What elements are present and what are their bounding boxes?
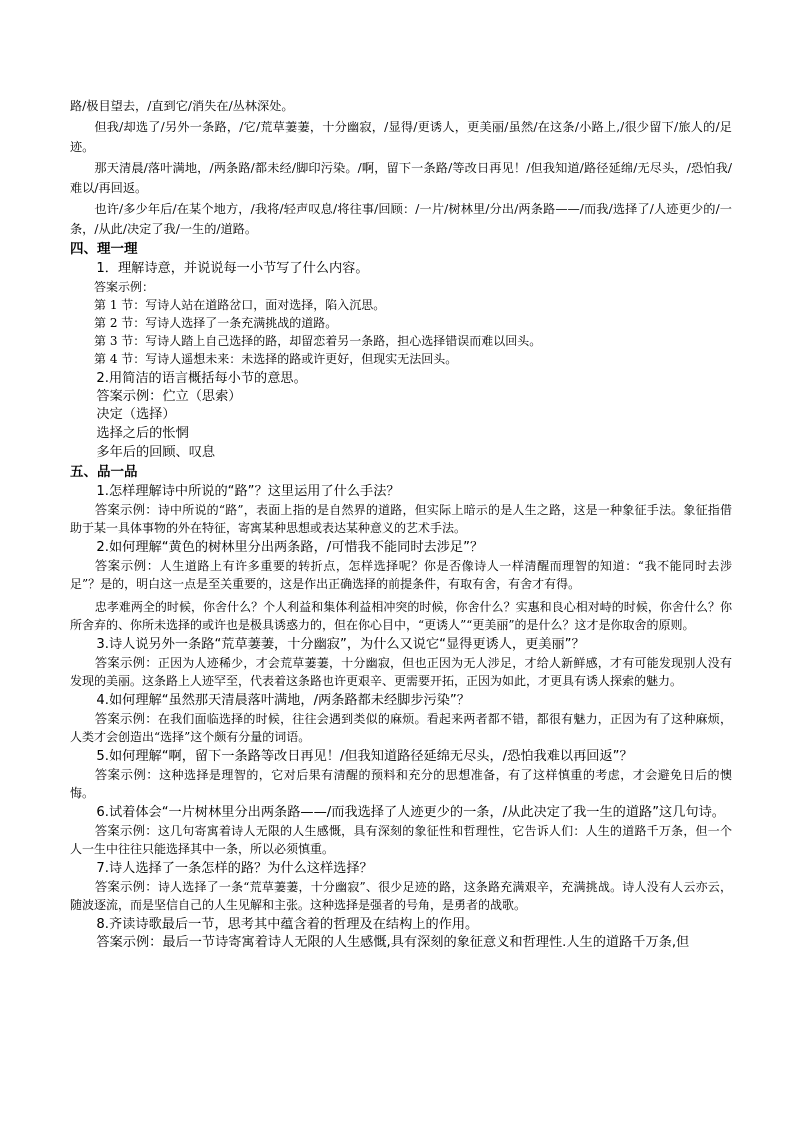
answer-label: 答案示例： [94, 501, 158, 517]
section-5-answer-2 [70, 557, 732, 594]
section-4-answer-2-line-2: 决定（选择） [96, 407, 176, 423]
section-5-question-3: 3.诗人说另外一条路“荒草萋萋，十分幽寂”，为什么又说它“显得更诱人，更美丽”？ [96, 636, 585, 652]
answer-label: 答案示例： [94, 557, 160, 573]
poem-stanza-3: 那天清晨/落叶满地，/两条路/都未经/脚印污染。/啊，留下一条路/等改日再见！/但我知道/路径延绵/无尽头，/恐怕我/难以/再回返。 [70, 160, 732, 195]
answer-label: 答案示例： [94, 878, 158, 894]
section-5-answer-8 [70, 934, 732, 953]
section-4-answer-1-line-4: 第 4 节：写诗人遥想未来：未选择的路或许更好，但现实无法回头。 [94, 352, 458, 367]
section-4-answer-2-line-3: 选择之后的怅惘 [96, 426, 189, 442]
answer-text: 人生道路上有许多重要的转折点，怎样选择呢？你是否像诗人一样清醒而理智的知道：“我不能同时去涉足”？是的，明白这一点是至关重要的，这是作出正确选择的前提条件，有取有舍，有舍才有得。 [70, 558, 733, 592]
answer-text: 在我们面临选择的时候，往往会遇到类似的麻烦。看起来两者都不错，都很有魅力，正因为有了这种麻烦，人类才会创造出“选择”这个颇有分量的词语。 [70, 711, 732, 745]
answer-label: 答案示例： [94, 766, 160, 782]
answer-text: 最后一节诗寄寓着诗人无限的人生感慨,具有深刻的象征意义和哲理性.人生的道路千万条,但 [162, 934, 690, 950]
answer-text: 诗中所说的“路”，表面上指的是自然界的道路，但实际上暗示的是人生之路，这是一种象征手法。象征指借助于某一具体事物的外在特征，寄寓某种思想或表达某种意义的艺术手法。 [70, 502, 733, 536]
section-4-answer-1-line-3: 第 3 节：写诗人踏上自己选择的路，却留恋着另一条路，担心选择错误而难以回头。 [94, 334, 542, 349]
section-5-question-6: 6.试着体会“一片树林里分出两条路——/而我选择了人迹更少的一条，/从此决定了我一生的道路”这几句诗。 [96, 804, 725, 820]
answer-text-continued: 忠孝难两全的时候，你舍什么？个人利益和集体利益相冲突的时候，你舍什么？实惠和良心相对峙的时候，你舍什么？你所舍弃的、你所未选择的或许也是极具诱惑力的，但在你心目中，“更诱人”“更美丽”的是什么？这才是你取舍的原则。 [70, 599, 732, 633]
section-5-answer-3 [70, 654, 732, 691]
section-4-answer-1-line-1: 第 1 节：写诗人站在道路岔口，面对选择，陷入沉思。 [94, 297, 386, 312]
section-5-answer-5 [70, 766, 732, 803]
section-4-question-2: 2.用简洁的语言概括每小节的意思。 [96, 370, 307, 386]
section-5-answer-2-continued [70, 598, 732, 635]
section-5-answer-1 [70, 501, 732, 538]
poem-line-0: 路/极目望去，/直到它/消失在/丛林深处。 [70, 99, 294, 113]
section-4-question-1: 1．理解诗意，并说说每一小节写了什么内容。 [96, 260, 369, 276]
answer-label: 答案示例： [94, 822, 158, 838]
answer-text: 这种选择是理智的，它对后果有清醒的预料和充分的思想准备，有了这样慎重的考虑，才会避免日后的懊悔。 [70, 767, 732, 801]
answer-label: 答案示例： [94, 654, 158, 670]
section-5-question-5: 5.如何理解“啊，留下一条路等改日再见！/但我知道路径延绵无尽头，/恐怕我难以再回返”？ [96, 748, 633, 764]
section-5-answer-6 [70, 822, 732, 859]
answer-text: 伫立（思索） [162, 388, 242, 404]
section-5-title: 五、品一品 [70, 463, 138, 480]
section-5-question-8: 8.齐读诗歌最后一节，思考其中蕴含着的哲理及在结构上的作用。 [96, 916, 479, 932]
section-4-answer-1-label: 答案示例： [94, 279, 155, 294]
answer-text: 正因为人迹稀少，才会荒草萋萋，十分幽寂，但也正因为无人涉足，才给人新鲜感，才有可能发现别人没有发现的美丽。这条路上人迹罕至，代表着这条路也许更艰辛、更需要开拓，正因为如此，才更具有诱人探索的魅力。 [70, 655, 732, 689]
document-page [70, 96, 732, 953]
section-4-answer-1-line-2: 第 2 节：写诗人选择了一条充满挑战的道路。 [94, 315, 338, 330]
poem-stanza-4: 也许/多少年后/在某个地方，/我将/轻声叹息/将往事/回顾：/一片/树林里/分出/两条路——/而我/选择了/人迹更少的/一条，/从此/决定了我/一生的/道路。 [70, 201, 732, 236]
answer-text: 这几句寄寓着诗人无限的人生感慨，具有深刻的象征性和哲理性，它告诉人们：人生的道路千万条，但一个人一生中往往只能选择其中一条，所以必须慎重。 [70, 823, 732, 857]
section-5-question-7: 7.诗人选择了一条怎样的路？为什么这样选择？ [96, 860, 373, 876]
section-4-answer-2-line-4: 多年后的回顾、叹息 [96, 444, 216, 460]
section-5-question-1: 1.怎样理解诗中所说的“路”？这里运用了什么手法？ [96, 483, 400, 499]
section-4-answer-2-first [70, 388, 732, 407]
section-5-question-2: 2.如何理解“黄色的树林里分出两条路，/可惜我不能同时去涉足”？ [96, 539, 484, 555]
answer-label: 答案示例： [96, 934, 163, 950]
answer-text: 诗人选择了一条“荒草萋萋，十分幽寂”、很少足迹的路，这条路充满艰辛，充满挑战。诗人没有人云亦云，随波逐流，而是坚信自己的人生见解和主张。这种选择是强者的号角，是勇者的战歌。 [70, 879, 733, 913]
section-5-question-4: 4.如何理解“虽然那天清晨落叶满地，/两条路都未经脚步污染”？ [96, 692, 470, 708]
answer-label: 答案示例： [96, 388, 163, 404]
section-5-answer-4 [70, 710, 732, 747]
answer-label: 答案示例： [94, 710, 158, 726]
section-4-title: 四、理一理 [70, 240, 138, 257]
section-5-answer-7 [70, 878, 732, 915]
poem-stanza-2: 但我/却选了/另外一条路，/它/荒草萋萋，十分幽寂，/显得/更诱人，更美丽/虽然/在这条/小路上,/很少留下/旅人的/足迹。 [70, 119, 732, 154]
